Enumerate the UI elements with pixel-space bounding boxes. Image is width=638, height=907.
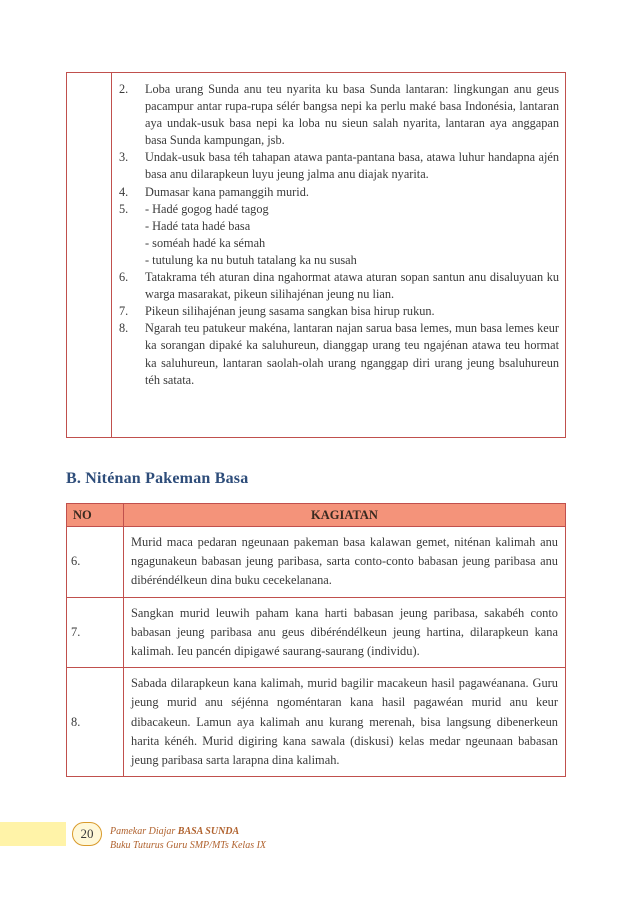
table-row: [67, 668, 566, 777]
column-divider: [111, 73, 112, 437]
item-number: 3.: [119, 150, 129, 165]
item-number: 5.: [119, 201, 129, 216]
book-title-prefix: Pamekar Diajar: [110, 826, 178, 837]
proverb-line: - soméah hadé ka sémah: [145, 235, 266, 250]
item-number: 4.: [119, 184, 129, 199]
list-item: [119, 201, 559, 269]
column-header-kagiatan: KAGIATAN: [124, 504, 566, 527]
item-number: 6.: [119, 270, 129, 285]
list-item: [119, 320, 559, 388]
row-number: 6.: [67, 527, 124, 598]
proverb-line: - Hadé tata hadé basa: [145, 218, 251, 233]
table-row: [67, 597, 566, 668]
item-number: 7.: [119, 304, 129, 319]
item-text: Ngarah teu patukeur makéna, lantaran najan sarua basa lemes, mun basa lemes keur ka sorangan dipaké ka saluhureun, dianggap urang teu ngajénan atawa teu hormat ka saluhureun, lantaran saolah-olah urang nganggap diri urang jeung bsaluhureun téh satata.: [145, 321, 559, 387]
list-item: [119, 149, 559, 183]
list-item: [119, 184, 559, 201]
row-number: 7.: [67, 597, 124, 668]
activity-table: [66, 503, 566, 777]
item-text: Undak-usuk basa téh tahapan atawa panta-pantana basa, atawa luhur handapna ajén basa anu dilarapkeun luyu jeung jalma anu diajak nyarita.: [145, 150, 559, 182]
answer-key-box: [66, 72, 566, 438]
item-text: Loba urang Sunda anu teu nyarita ku basa Sunda lantaran: lingkungan anu geus pacampur antar rupa-rupa sélér bangsa nepi ka perlu maké basa Indonésia, lantaran aya undak-usuk basa nepi ka loba nu sieun salah nyarita, lantaran aya anggapan basa Sunda kampungan, jsb.: [145, 82, 559, 148]
book-title: [110, 826, 239, 837]
footer-band: [0, 822, 66, 846]
row-activity: Sangkan murid leuwih paham kana harti babasan jeung paribasa, sakabéh conto babasan jeung paribasa anu geus dibéréndélkeun jeung hartina, dilarapkeun kana kalimah. Ieu pancén dipigawé saurang-saurang (individu).: [124, 597, 566, 668]
book-title-subject: BASA SUNDA: [177, 826, 240, 837]
item-text: Dumasar kana pamanggih murid.: [145, 184, 309, 199]
item-number: 2.: [119, 82, 129, 96]
item-text: Pikeun silihajénan jeung sasama sangkan bisa hirup rukun.: [145, 304, 435, 319]
row-activity: Murid maca pedaran ngeunaan pakeman basa kalawan gemet, niténan kalimah anu ngagunakeun babasan jeung paribasa, sarta conto-conto babasan jeung paribasa anu dibéréndélkeun dina buku cecekelanana.: [124, 527, 566, 598]
item-text: Tatakrama téh aturan dina ngahormat atawa aturan sopan santun anu disaluyuan ku warga masarakat, pikeun silihajénan jeung nu lian.: [145, 270, 559, 302]
item-number: 8.: [119, 321, 129, 336]
table-header-row: [67, 504, 566, 527]
table-row: [67, 527, 566, 598]
page-number: 20: [72, 822, 102, 846]
list-item: [119, 269, 559, 303]
list-item: [119, 81, 559, 149]
row-activity: Sabada dilarapkeun kana kalimah, murid bagilir macakeun hasil pagawéanana. Guru jeung murid anu séjénna ngoméntaran kana hasil pagawéan murid anu keur dibacakeun. Lamun aya kalimah anu kurang merenah, bisa langsung dibenerkeun harita kénéh. Murid digiring kana sawala (diskusi) kelas medar ngeunaan babasan jeung paribasa sarta larapna dina kalimah.: [124, 668, 566, 777]
section-title: B. Niténan Pakeman Basa: [66, 470, 249, 487]
proverb-line: - tutulung ka nu butuh tatalang ka nu susah: [145, 252, 357, 267]
answer-list: [119, 81, 559, 389]
book-subtitle: Buku Tuturus Guru SMP/MTs Kelas IX: [110, 840, 267, 851]
list-item: [119, 303, 559, 320]
column-header-no: NO: [67, 504, 124, 527]
row-number: 8.: [67, 668, 124, 777]
proverb-line: - Hadé gogog hadé tagog: [145, 201, 269, 216]
